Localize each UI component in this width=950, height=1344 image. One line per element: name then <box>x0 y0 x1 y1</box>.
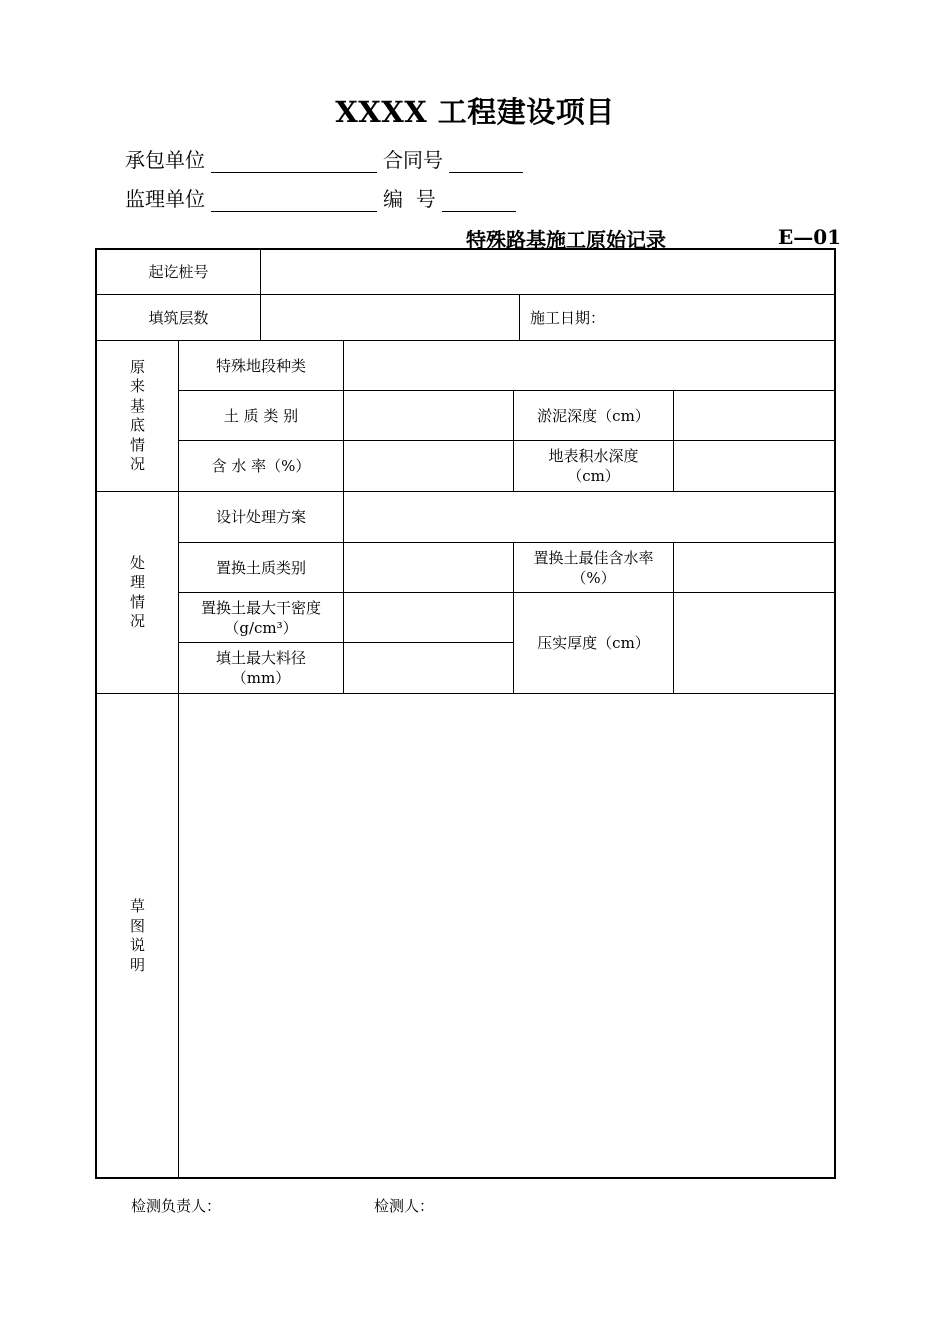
sketch-group-label: 草 图 说 明 <box>129 897 145 974</box>
max-dry-density-line1: 置换土最大干密度 <box>200 598 321 617</box>
contractor-field[interactable] <box>211 152 377 173</box>
sketch-area[interactable] <box>179 694 834 1178</box>
inspector-label: 检测人： <box>374 1197 435 1215</box>
fill-layers-field[interactable] <box>261 295 519 340</box>
surface-water-depth-line2: （cm） <box>567 467 620 485</box>
compaction-thickness-label: 压实厚度（cm） <box>537 634 650 652</box>
soil-type-field[interactable] <box>344 391 513 440</box>
supervisor-field[interactable] <box>211 191 377 212</box>
silt-depth-field[interactable] <box>674 391 834 440</box>
inspection-lead-label: 检测负责人： <box>131 1197 222 1215</box>
contractor-label: 承包单位 <box>125 148 205 172</box>
optimal-moisture-field[interactable] <box>674 543 834 592</box>
number-field[interactable] <box>442 191 516 212</box>
max-dry-density-label <box>179 593 343 642</box>
optimal-moisture-label <box>514 543 673 592</box>
max-particle-size-field[interactable] <box>344 643 513 693</box>
contract-no-label: 合同号 <box>383 148 443 172</box>
compaction-thickness-field[interactable] <box>674 593 834 693</box>
station-range-label: 起讫桩号 <box>148 263 209 281</box>
max-dry-density-line2: （g/cm³） <box>224 618 298 637</box>
replacement-soil-type-label: 置换土质类别 <box>215 558 306 577</box>
design-plan-field[interactable] <box>344 492 834 542</box>
moisture-content-field[interactable] <box>344 441 513 491</box>
optimal-moisture-line1: 置换土最佳含水率 <box>533 548 654 567</box>
moisture-content-label: 含 水 率（%） <box>211 457 311 475</box>
form-code: E—01 <box>778 225 842 249</box>
max-particle-size-label <box>179 643 343 693</box>
surface-water-depth-field[interactable] <box>674 441 834 491</box>
supervisor-label: 监理单位 <box>125 187 205 211</box>
max-particle-size-line2: （mm） <box>231 669 291 687</box>
special-section-type-field[interactable] <box>344 341 834 390</box>
supervisor-line <box>125 183 522 212</box>
surface-water-depth-line1: 地表积水深度 <box>548 447 639 465</box>
original-base-group-label: 原 来 基 底 情 况 <box>129 357 145 473</box>
fill-layers-label: 填筑层数 <box>148 308 209 327</box>
contractor-line <box>125 144 529 173</box>
optimal-moisture-line2: （%） <box>571 568 616 587</box>
number-label: 编 号 <box>383 187 436 211</box>
design-plan-label: 设计处理方案 <box>215 508 306 526</box>
contract-no-field[interactable] <box>449 152 523 173</box>
construction-date-label: 施工日期： <box>530 308 606 327</box>
soil-type-label: 土 质 类 别 <box>223 406 299 425</box>
max-dry-density-field[interactable] <box>344 593 513 642</box>
max-particle-size-line1: 填土最大料径 <box>215 649 306 667</box>
replacement-soil-type-field[interactable] <box>344 543 513 592</box>
station-range-field[interactable] <box>261 250 834 294</box>
form-title: 特殊路基施工原始记录 <box>466 228 666 252</box>
page-title: XXXX 工程建设项目 <box>335 95 615 129</box>
treatment-group-label: 处 理 情 况 <box>129 553 145 630</box>
surface-water-depth-label <box>514 441 673 491</box>
silt-depth-label: 淤泥深度（cm） <box>537 406 650 425</box>
special-section-type-label: 特殊地段种类 <box>215 356 306 375</box>
